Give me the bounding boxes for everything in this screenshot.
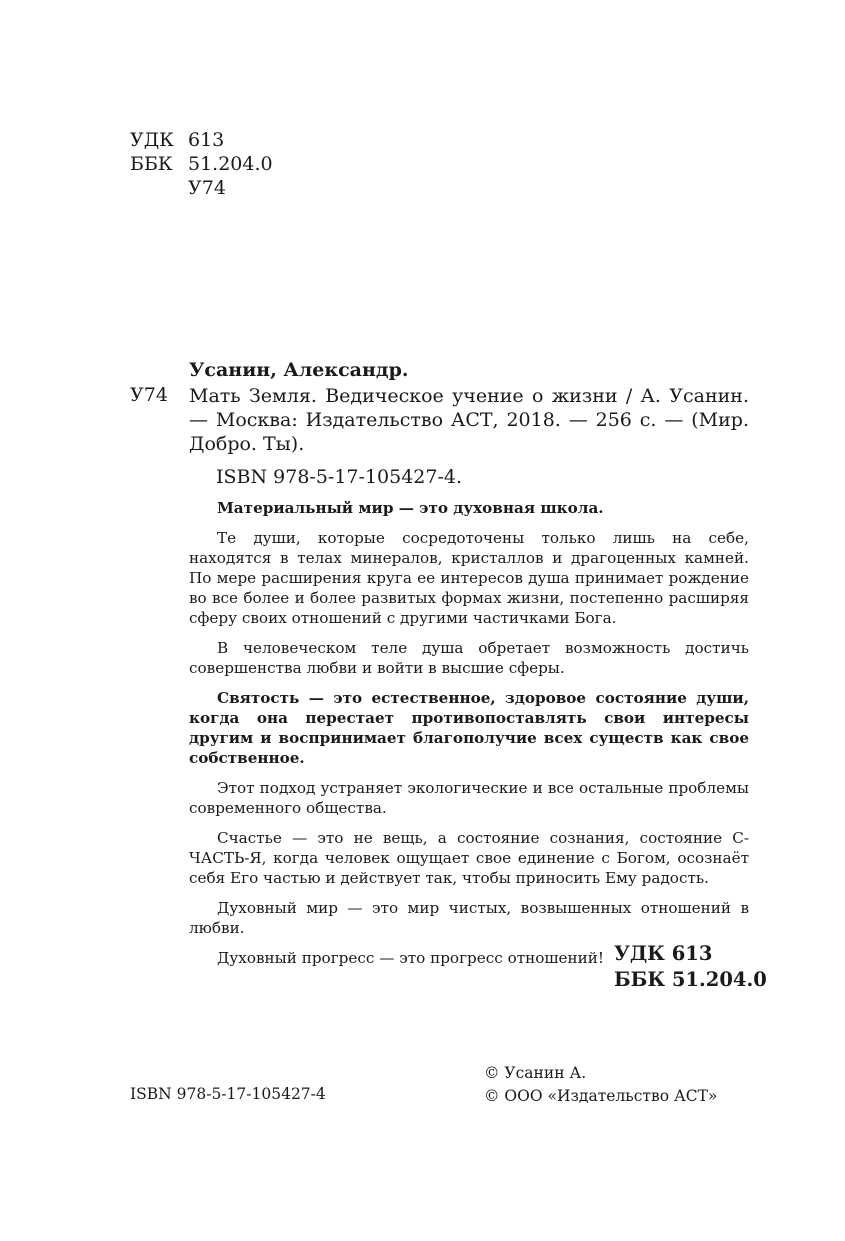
bbk-code: ББК 51.204.0 bbox=[614, 968, 767, 991]
classification-block bbox=[130, 128, 273, 200]
annotation-paragraph: Святость — это естественное, здоровое состояние души, когда она перестает противопоставлять свои интересы другим и воспринимает благополучие всех существ как свое собственное. bbox=[189, 689, 749, 767]
udk-label: УДК bbox=[130, 129, 174, 151]
bbk-label: ББК bbox=[130, 153, 173, 175]
copyright-author: © Усанин А. bbox=[484, 1064, 587, 1082]
udk-value: 613 bbox=[188, 129, 225, 151]
copyright-publisher: © ООО «Издательство АСТ» bbox=[484, 1087, 718, 1105]
isbn-line: ISBN 978-5-17-105427-4. bbox=[216, 466, 463, 488]
udk-row bbox=[130, 128, 273, 152]
author-code-left: У74 bbox=[130, 384, 168, 406]
codes-right bbox=[614, 941, 767, 993]
isbn-bottom: ISBN 978-5-17-105427-4 bbox=[130, 1085, 326, 1103]
bbk-row bbox=[130, 152, 273, 176]
annotation-paragraph: В человеческом теле душа обретает возможность достичь совершенства любви и войти в высшие сферы. bbox=[189, 639, 749, 677]
annotation-paragraph: Счастье — это не вещь, а состояние сознания, состояние С-ЧАСТЬ-Я, когда человек ощущает свое единение с Богом, осознаёт себя Его частью и действует так, чтобы приносить Ему радость. bbox=[189, 829, 749, 887]
author-code: У74 bbox=[188, 177, 226, 199]
author-code-row bbox=[130, 176, 273, 200]
bibliographic-description: Мать Земля. Ведическое учение о жизни / А. Усанин. — Москва: Издательство АСТ, 2018. — 256 с. — (Мир. Добро. Ты). bbox=[189, 385, 749, 455]
annotation-paragraph: Духовный мир — это мир чистых, возвышенных отношений в любви. bbox=[189, 899, 749, 937]
annotation-paragraph: Духовный прогресс — это прогресс отношений! bbox=[217, 949, 604, 967]
copyright-block bbox=[484, 1062, 717, 1108]
annotation-paragraph: Материальный мир — это духовная школа. bbox=[217, 499, 604, 517]
bbk-value: 51.204.0 bbox=[188, 153, 273, 175]
annotation bbox=[189, 498, 749, 978]
annotation-paragraph: Этот подход устраняет экологические и все остальные проблемы современного общества. bbox=[189, 779, 749, 817]
author-heading: Усанин, Александр. bbox=[189, 359, 409, 381]
udk-code: УДК 613 bbox=[614, 942, 713, 965]
annotation-paragraph: Те души, которые сосредоточены только лишь на себе, находятся в телах минералов, кристаллов и драгоценных камней. По мере расширения круга ее интересов душа принимает рождение во все более и более развитых формах жизни, постепенно расширяя сферу своих отношений с другими частичками Бога. bbox=[189, 529, 749, 627]
